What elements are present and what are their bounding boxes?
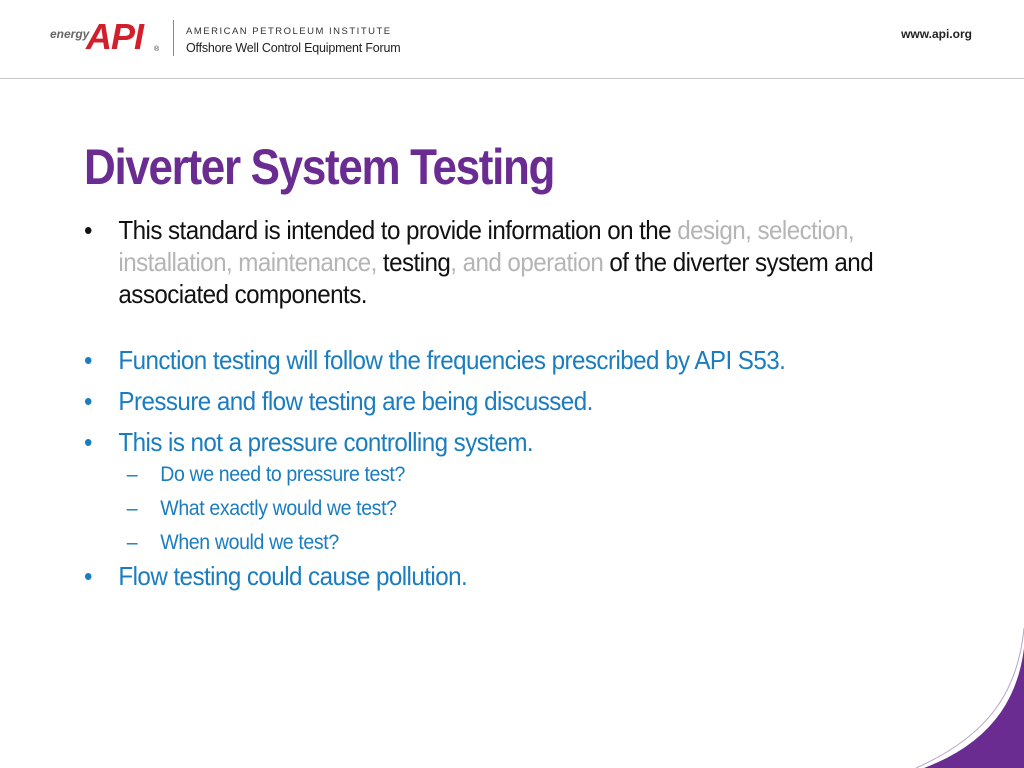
website-link[interactable]: www.api.org: [901, 27, 972, 41]
bullet-marker: •: [84, 427, 92, 457]
bullet-marker: •: [84, 215, 92, 245]
bullet-flow-pollution: [84, 560, 955, 592]
sub-bullet-text: What exactly would we test?: [160, 497, 397, 520]
bullet-text: Function testing will follow the frequencies prescribed by API S53.: [118, 345, 786, 375]
org-name: AMERICAN PETROLEUM INSTITUTE: [186, 26, 392, 37]
bullet-pressure-flow: [84, 385, 955, 417]
sub-bullet: [84, 492, 902, 526]
bullet-text: This is not a pressure controlling system.: [118, 427, 534, 457]
bullet-standard-info: [84, 214, 955, 310]
corner-swoosh-decoration: [894, 628, 1024, 768]
logo-api-text: API: [86, 16, 144, 57]
bullet-function-testing: [84, 344, 955, 376]
bullet-marker: •: [84, 345, 92, 375]
bullet-text-faded: design, selection, installation, maintenance,: [118, 215, 855, 277]
bullet-text: Flow testing could cause pollution.: [118, 561, 468, 591]
slide-title: Diverter System Testing: [84, 139, 555, 195]
api-logo: [50, 18, 160, 58]
logo-energy-text: energy: [50, 27, 90, 41]
logo-registered-mark: ®: [154, 46, 160, 53]
sub-bullet-text: Do we need to pressure test?: [160, 463, 405, 486]
bullet-text-highlight: testing: [382, 247, 451, 277]
bullet-text: This standard is intended to provide information on the: [118, 215, 678, 245]
bullet-marker: •: [84, 386, 92, 416]
bullet-not-pressure-controlling: [84, 426, 955, 458]
slide-header: [0, 0, 1024, 79]
bullet-text-faded: , and operation: [450, 247, 610, 277]
slide-body: [84, 214, 964, 592]
bullet-text: of the diverter system and associated components.: [118, 247, 874, 309]
sub-bullet: [84, 458, 902, 492]
header-divider: [173, 20, 174, 56]
dash-marker: –: [126, 497, 138, 520]
sub-bullet-text: When would we test?: [160, 531, 339, 554]
sub-bullet: [84, 526, 902, 560]
forum-name: Offshore Well Control Equipment Forum: [186, 41, 401, 55]
dash-marker: –: [126, 531, 138, 554]
bullet-text: Pressure and flow testing are being discussed.: [118, 386, 593, 416]
dash-marker: –: [126, 463, 138, 486]
bullet-marker: •: [84, 561, 92, 591]
